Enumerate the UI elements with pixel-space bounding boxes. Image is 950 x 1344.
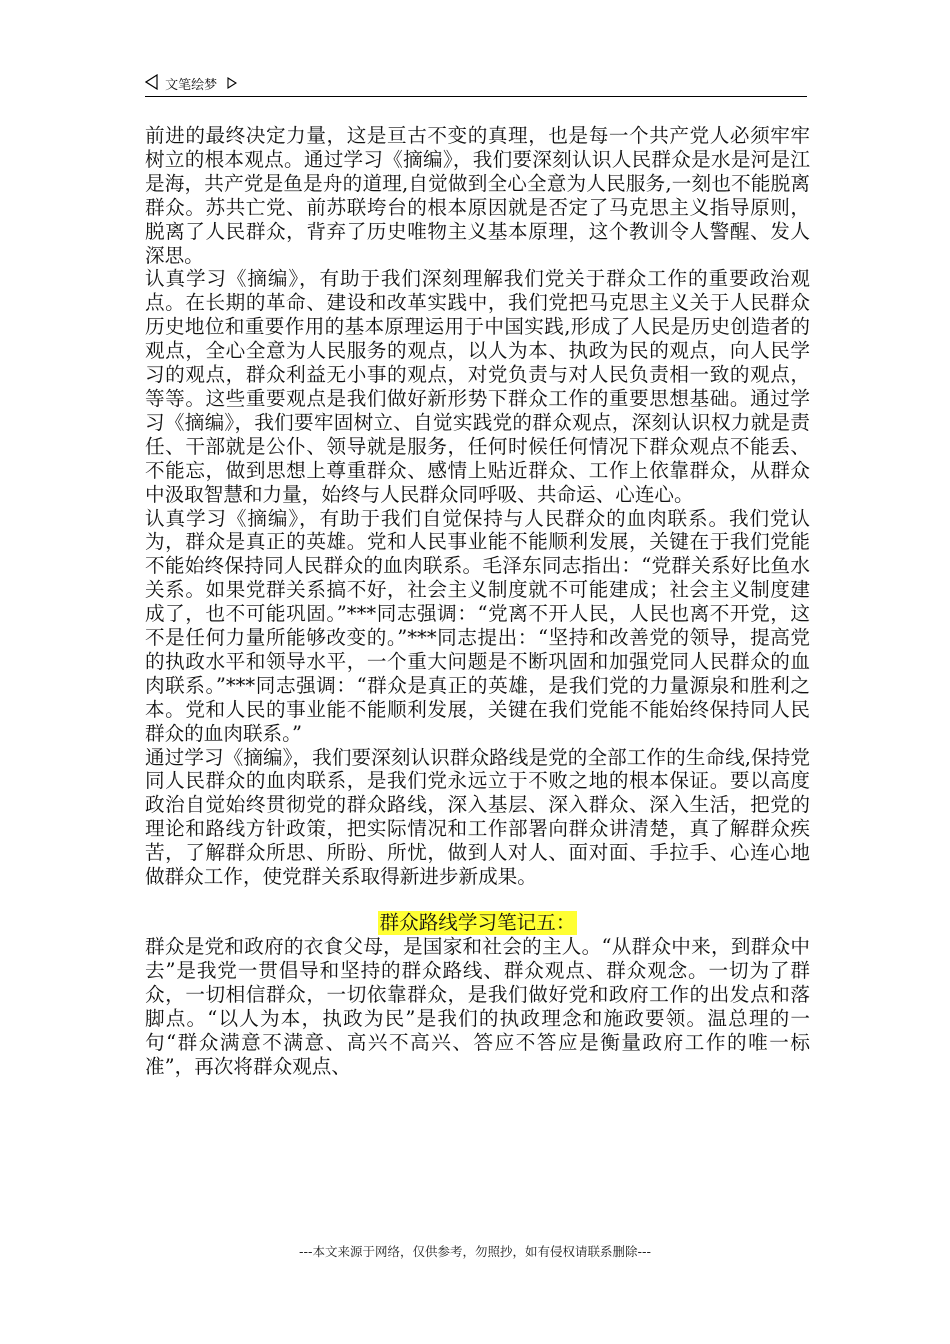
section-heading-row — [145, 911, 810, 935]
section-heading: 群众路线学习笔记五： — [379, 911, 576, 934]
page-footer: ---本文来源于网络，仅供参考，勿照抄，如有侵权请联系删除--- — [298, 1244, 652, 1259]
header-title: 文笔绘梦 — [165, 77, 218, 93]
paragraph-5: 群众是党和政府的衣食父母，是国家和社会的主人。“从群众中来，到群众中去”是我党一贯倡导和坚持的群众路线、群众观点、群众观念。一切为了群众，一切相信群众，一切依靠群众，是我们做好党和政府工作的出发点和落脚点。“以人为本，执政为民”是我们的执政理念和施政要领。温总理的一句“群众满意不满意、高兴不高兴、答应不答应是衡量政府工作的唯一标准”，再次将群众观点、 — [145, 935, 810, 1078]
document-body — [145, 124, 810, 1078]
paragraph-4: 通过学习《摘编》，我们要深刻认识群众路线是党的全部工作的生命线,保持党同人民群众的血肉联系，是我们党永远立于不败之地的根本保证。要以高度政治自觉始终贯彻党的群众路线，深入基层、深入群众、深入生活，把党的理论和路线方针政策，把实际情况和工作部署向群众讲清楚，真了解群众疾苦，了解群众所思、所盼、所忧，做到人对人、面对面、手拉手、心连心地做群众工作，使党群关系取得新进步新成果。 — [145, 745, 810, 889]
triangle-right-icon — [227, 76, 237, 96]
paragraph-1: 前进的最终决定力量，这是亘古不变的真理，也是每一个共产党人必须牢牢树立的根本观点。通过学习《摘编》，我们要深刻认识人民群众是水是河是江是海，共产党是鱼是舟的道理,自觉做到全心全意为人民服务,一刻也不能脱离群众。苏共亡党、前苏联垮台的根本原因就是否定了马克思主义指导原则，脱离了人民群众，背弃了历史唯物主义基本原理，这个教训令人警醒、发人深思。 — [145, 124, 810, 267]
triangle-left-icon — [145, 74, 159, 97]
page-header — [145, 74, 807, 97]
paragraph-3: 认真学习《摘编》，有助于我们自觉保持与人民群众的血肉联系。我们党认为，群众是真正的英雄。党和人民事业能不能顺利发展，关键在于我们党能不能始终保持同人民群众的血肉联系。毛泽东同志指出：“党群关系好比鱼水关系。如果党群关系搞不好，社会主义制度就不可能建成；社会主义制度建成了，也不可能巩固。”***同志强调：“党离不开人民，人民也离不开党，这不是任何力量所能够改变的。”***同志提出：“坚持和改善党的领导，提高党的执政水平和领导水平，一个重大问题是不断巩固和加强党同人民群众的血肉联系。”***同志强调：“群众是真正的英雄，是我们党的力量源泉和胜利之本。党和人民的事业能不能顺利发展，关键在我们党能不能始终保持同人民群众的血肉联系。” — [145, 506, 810, 745]
paragraph-2: 认真学习《摘编》，有助于我们深刻理解我们党关于群众工作的重要政治观点。在长期的革命、建设和改革实践中，我们党把马克思主义关于人民群众历史地位和重要作用的基本原理运用于中国实践,形成了人民是历史创造者的观点，全心全意为人民服务的观点，以人为本、执政为民的观点，向人民学习的观点，群众利益无小事的观点，对党负责与对人民负责相一致的观点，等等。这些重要观点是我们做好新形势下群众工作的重要思想基础。通过学习《摘编》，我们要牢固树立、自觉实践党的群众观点，深刻认识权力就是责任、干部就是公仆、领导就是服务，任何时候任何情况下群众观点不能丢、不能忘，做到思想上尊重群众、感情上贴近群众、工作上依靠群众，从群众中汲取智慧和力量，始终与人民群众同呼吸、共命运、心连心。 — [145, 267, 810, 506]
